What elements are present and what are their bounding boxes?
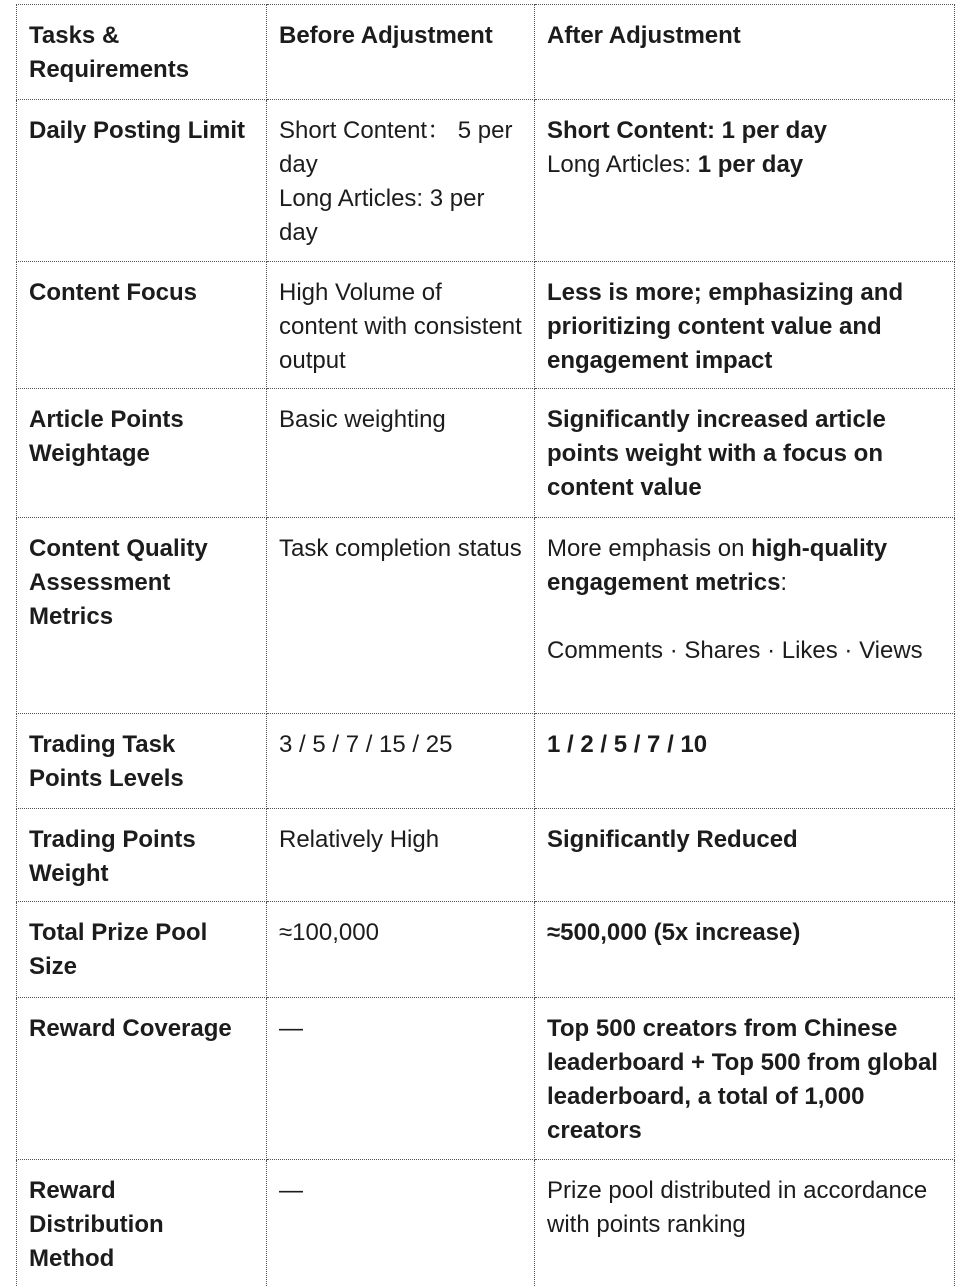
after-line-bold: 1 per day: [698, 151, 803, 178]
row-label: Content Focus: [17, 262, 267, 389]
after-text: Significantly Reduced: [547, 826, 798, 853]
header-after: After Adjustment: [535, 5, 955, 100]
after-cell: [535, 998, 955, 1160]
before-cell: [267, 100, 535, 262]
before-cell: —: [267, 1160, 535, 1286]
before-cell: Basic weighting: [267, 389, 535, 518]
table-row: [17, 262, 955, 389]
header-before: Before Adjustment: [267, 5, 535, 100]
metrics-list: Comments · Shares · Likes · Views: [547, 637, 923, 664]
table-row: [17, 714, 955, 809]
comparison-table-container: [16, 4, 954, 1286]
before-cell: High Volume of content with consistent output: [267, 262, 535, 389]
before-cell: ≈100,000: [267, 902, 535, 998]
row-label: Content Quality Assessment Metrics: [17, 518, 267, 714]
row-label: Trading Task Points Levels: [17, 714, 267, 809]
after-cell: [535, 518, 955, 714]
before-cell: Task completion status: [267, 518, 535, 714]
table-row: [17, 518, 955, 714]
table-row: [17, 100, 955, 262]
table-row: [17, 389, 955, 518]
after-cell: [535, 389, 955, 518]
after-line-prefix: Long Articles:: [547, 151, 698, 178]
after-bold: high-quality engagement metrics: [547, 535, 887, 596]
row-label: Reward Distribution Method: [17, 1160, 267, 1286]
table-row: [17, 1160, 955, 1286]
before-cell: Relatively High: [267, 809, 535, 902]
after-cell: Prize pool distributed in accordance with points ranking: [535, 1160, 955, 1286]
row-label: Reward Coverage: [17, 998, 267, 1160]
comparison-table: [16, 4, 955, 1286]
table-row: [17, 809, 955, 902]
table-row: [17, 902, 955, 998]
after-text: 1 / 2 / 5 / 7 / 10: [547, 731, 707, 758]
after-line: Short Content: 1 per day: [547, 117, 827, 144]
after-prefix: More emphasis on: [547, 535, 751, 562]
after-text: ≈500,000 (5x increase): [547, 919, 800, 946]
row-label: Daily Posting Limit: [17, 100, 267, 262]
header-tasks: Tasks & Requirements: [17, 5, 267, 100]
after-cell: [535, 809, 955, 902]
after-text: Less is more; emphasizing and prioritizing content value and engagement impact: [547, 279, 903, 374]
after-text: Top 500 creators from Chinese leaderboard + Top 500 from global leaderboard, a total of 1,000 creators: [547, 1015, 938, 1144]
row-label: Article Points Weightage: [17, 389, 267, 518]
after-suffix: :: [780, 569, 787, 596]
after-cell: [535, 714, 955, 809]
table-header-row: [17, 5, 955, 100]
before-cell: 3 / 5 / 7 / 15 / 25: [267, 714, 535, 809]
after-cell: [535, 100, 955, 262]
row-label: Total Prize Pool Size: [17, 902, 267, 998]
before-cell: —: [267, 998, 535, 1160]
table-row: [17, 998, 955, 1160]
before-line: Long Articles: 3 per day: [279, 185, 484, 246]
row-label: Trading Points Weight: [17, 809, 267, 902]
after-text: Significantly increased article points weight with a focus on content value: [547, 406, 886, 501]
after-cell: [535, 902, 955, 998]
after-cell: [535, 262, 955, 389]
before-line: Short Content： 5 per day: [279, 117, 512, 178]
